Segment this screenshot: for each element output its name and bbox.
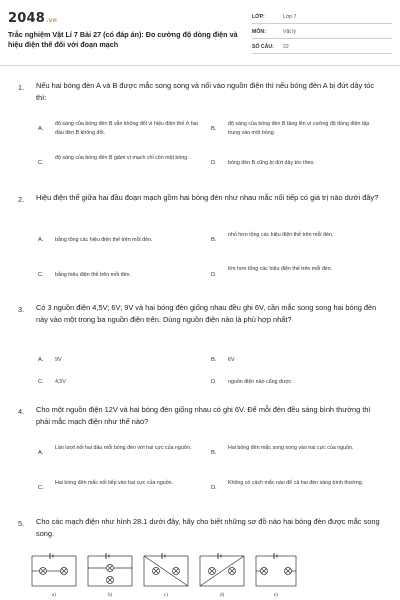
circuit-label-e: e)	[274, 593, 278, 598]
question-text: Nếu hai bóng đèn A và B được mắc song song và nối vào nguồn điện thì nếu bóng đèn A bị đứt dây tóc thì:	[36, 81, 375, 102]
document-meta	[252, 10, 392, 55]
circuit-a	[32, 553, 76, 586]
option-letter[interactable]: C.	[38, 272, 44, 278]
meta-label: LỚP:	[252, 13, 265, 20]
circuit-b	[88, 553, 132, 586]
circuit-label-c: c)	[164, 593, 168, 598]
circuit-label-b: b)	[108, 593, 113, 598]
logo-text: 2048	[8, 11, 45, 26]
option-letter[interactable]: C.	[38, 379, 44, 385]
meta-row-subject	[252, 25, 392, 39]
circuit-label-a: a)	[52, 593, 56, 598]
circuit-label-d: d)	[220, 593, 225, 598]
option-letter[interactable]: B.	[211, 357, 217, 363]
circuit-e	[256, 553, 296, 586]
option-letter[interactable]: B.	[211, 450, 217, 456]
option-text[interactable]: bằng hiệu điện thế trên mỗi đèn.	[55, 272, 131, 278]
question-text: Hiệu điện thế giữa hai đầu đoạn mạch gồm hai bóng đèn như nhau mắc nối tiếp có giá trị nào dưới đây?	[36, 193, 379, 202]
option-letter[interactable]: A.	[38, 126, 44, 132]
option-letter[interactable]: B.	[211, 126, 217, 132]
option-letter[interactable]: C.	[38, 485, 44, 491]
site-logo[interactable]	[8, 11, 57, 26]
option-text[interactable]: Lần lượt nối hai đầu mỗi bóng đèn với hai cực của nguồn.	[55, 445, 192, 451]
question-number: 2.	[18, 195, 25, 204]
meta-label: SỐ CÂU:	[252, 43, 274, 50]
option-text[interactable]: Không có cách mắc nào để cả hai đèn sáng bình thường.	[228, 480, 364, 486]
circuit-c	[144, 553, 188, 586]
meta-label: MÔN:	[252, 28, 266, 35]
question-number: 3.	[18, 305, 25, 314]
option-letter[interactable]: D.	[211, 485, 217, 491]
option-letter[interactable]: A.	[38, 357, 44, 363]
option-letter[interactable]: B.	[211, 237, 217, 243]
question-text: Cho các mạch điện như hình 28.1 dưới đây, hãy cho biết những sơ đồ nào hai bóng đèn được mắc song song.	[36, 517, 380, 538]
option-text[interactable]: lớn hơn tổng các hiệu điện thế trên mỗi đèn.	[228, 266, 333, 272]
question-number: 1.	[18, 83, 25, 92]
option-text[interactable]: 6V	[228, 357, 235, 363]
document-header	[0, 0, 400, 66]
option-letter[interactable]: D.	[211, 272, 217, 278]
meta-value: 22	[283, 43, 289, 50]
logo-suffix: .vn	[45, 17, 58, 24]
option-text[interactable]: độ sáng của bóng đèn B tăng lên vì cường độ dòng điện tập trung vào một bóng.	[228, 121, 370, 136]
option-letter[interactable]: D.	[211, 379, 217, 385]
question-text: Cho một nguồn điện 12V và hai bóng đèn giống nhau có ghi 6V. Để mỗi đèn đều sáng bình thường thì phải mắc mạch điện như thế nào?	[36, 405, 371, 426]
option-letter[interactable]: A.	[38, 237, 44, 243]
question-number: 4.	[18, 407, 25, 416]
meta-row-count	[252, 40, 392, 54]
meta-row-class	[252, 10, 392, 24]
meta-value: Vật lý	[283, 28, 296, 35]
option-text[interactable]: Hai bóng đèn mắc nối tiếp vào hai cực của nguồn.	[55, 480, 174, 486]
option-text[interactable]: nhỏ hơn tổng các hiệu điện thế trên mỗi đèn.	[228, 232, 334, 238]
option-text[interactable]: 4,5V	[55, 379, 66, 385]
circuit-diagrams-figure	[30, 550, 300, 600]
question-text: Có 3 nguồn điện 4,5V; 6V; 9V và hai bóng đèn giống nhau đều ghi 6V, cần mắc song song hai bóng đèn này vào một trong ba nguồn điện trên. Dùng nguồn điện nào là phù hợp nhất?	[36, 303, 377, 324]
document-title: Trắc nghiệm Vật Lí 7 Bài 27 (có đáp án): Đo cường độ dòng điện và hiệu điện thế đối với đoạn mạch	[8, 30, 238, 49]
option-text[interactable]: bóng đèn B cũng bị đứt dây tóc theo.	[228, 160, 315, 166]
option-text[interactable]: độ sáng của bóng đèn B vẫn không đổi vì hiệu điện thế ở hai đầu đèn B không đổi.	[55, 121, 198, 136]
option-letter[interactable]: A.	[38, 450, 44, 456]
meta-value: Lớp 7	[283, 13, 297, 20]
option-letter[interactable]: C.	[38, 160, 44, 166]
option-letter[interactable]: D.	[211, 160, 217, 166]
question-number: 5.	[18, 519, 25, 528]
option-text[interactable]: bằng tổng các hiệu điện thế trên mỗi đèn.	[55, 237, 153, 243]
circuit-d	[200, 553, 244, 586]
option-text[interactable]: 9V	[55, 357, 62, 363]
option-text[interactable]: Hai bóng đèn mắc song song vào hai cực của nguồn.	[228, 445, 354, 451]
option-text[interactable]: độ sáng của bóng đèn B giảm vì mạch chỉ còn một bóng.	[55, 155, 189, 161]
option-text[interactable]: nguồn điện nào cũng được	[228, 379, 292, 385]
